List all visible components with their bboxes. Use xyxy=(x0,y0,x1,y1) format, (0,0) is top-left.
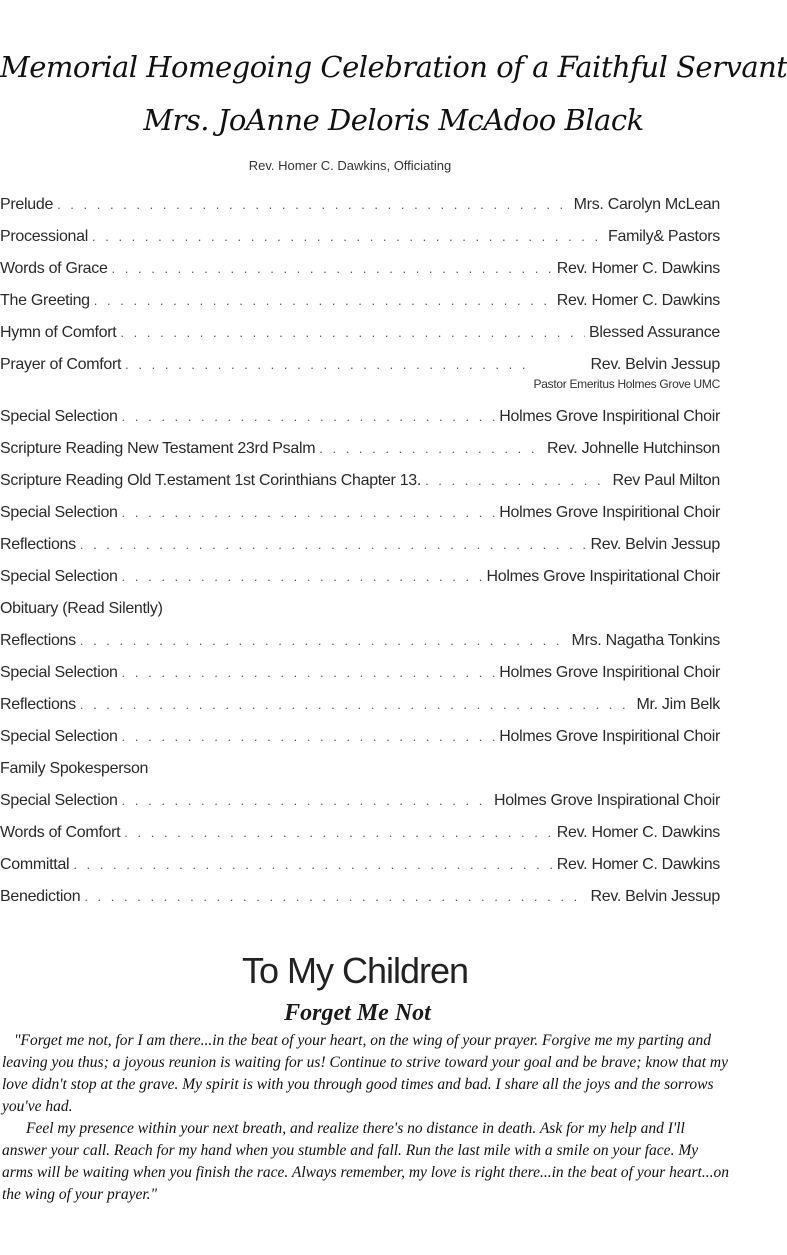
poem-paragraph: "Forget me not, for I am there...in the beat of your heart, on the wing of your prayer. Forgive me my parting and leaving you thus; a joyous reunion is waiting for us! Continue to strive toward your goal and be brave; know that my love didn't stop at the grave. My spirit is with you through good times and bad. I share all the joys and the sorrows you've had. xyxy=(2,1032,728,1115)
program-row: Words of Grace . . . Rev. Homer C. Dawkins xyxy=(0,260,720,292)
program-row-note: Pastor Emeritus Holmes Grove UMC xyxy=(533,377,720,391)
program-row: Benediction . . . Rev. Belvin Jessup xyxy=(0,888,720,920)
program-row: Hymn of Comfort . . . Blessed Assurance xyxy=(0,324,720,356)
program-row: Special Selection . . . Holmes Grove Inspiritional Choir xyxy=(0,664,720,696)
poem-heading: To My Children xyxy=(241,950,469,991)
officiant-line: Rev. Homer C. Dawkins, Officiating xyxy=(248,158,452,173)
program-row: Scripture Reading Old T.estament 1st Corinthians Chapter 13. . . . Rev Paul Milton xyxy=(0,472,720,504)
poem-paragraph: Feel my presence within your next breath, and realize there's no distance in death. Ask for my help and I'll answer your call. Reach for my hand when you stumble and fall. Run the last mile with a smile on your face. My arms will be waiting when you finish the race. Always remember, my love is right there...in the beat of your heart...on the wing of your prayer." xyxy=(2,1120,729,1203)
program-row: Prelude . . . Mrs. Carolyn McLean xyxy=(0,196,720,228)
program-row: Special Selection . . . Holmes Grove Inspiritional Choir xyxy=(0,408,720,440)
deceased-name: Mrs. JoAnne Deloris McAdoo Black xyxy=(143,103,644,137)
program-row: Special Selection . . . Holmes Grove Inspirational Choir xyxy=(0,792,720,824)
program-row: Special Selection . . . Holmes Grove Inspiritional Choir xyxy=(0,504,720,536)
program-row: Reflections . . . Mrs. Nagatha Tonkins xyxy=(0,632,720,664)
program-row: Words of Comfort . . . Rev. Homer C. Dawkins xyxy=(0,824,720,856)
poem-title: Forget Me Not xyxy=(284,1000,431,1026)
poem-body xyxy=(2,1030,730,1206)
order-of-service xyxy=(0,196,720,920)
program-row: Special Selection . . . Holmes Grove Inspiritional Choir xyxy=(0,728,720,760)
program-row: Obituary (Read Silently) xyxy=(0,600,163,617)
program-row: The Greeting . . . Rev. Homer C. Dawkins xyxy=(0,292,720,324)
program-row: Processional . . . Family& Pastors xyxy=(0,228,720,260)
program-row: Scripture Reading New Testament 23rd Psalm . . . Rev. Johnelle Hutchinson xyxy=(0,440,720,472)
program-row: Committal . . . Rev. Homer C. Dawkins xyxy=(0,856,720,888)
program-row: Special Selection . . . Holmes Grove Inspiritational Choir xyxy=(0,568,720,600)
program-row: Prayer of Comfort . . . Rev. Belvin Jessup Pastor Emeritus Holmes Grove UMC xyxy=(0,356,720,408)
memorial-title: Memorial Homegoing Celebration of a Faithful Servant xyxy=(0,50,787,84)
program-row: Reflections . . . Mr. Jim Belk xyxy=(0,696,720,728)
program-row: Reflections . . . Rev. Belvin Jessup xyxy=(0,536,720,568)
program-row: Family Spokesperson xyxy=(0,760,149,777)
